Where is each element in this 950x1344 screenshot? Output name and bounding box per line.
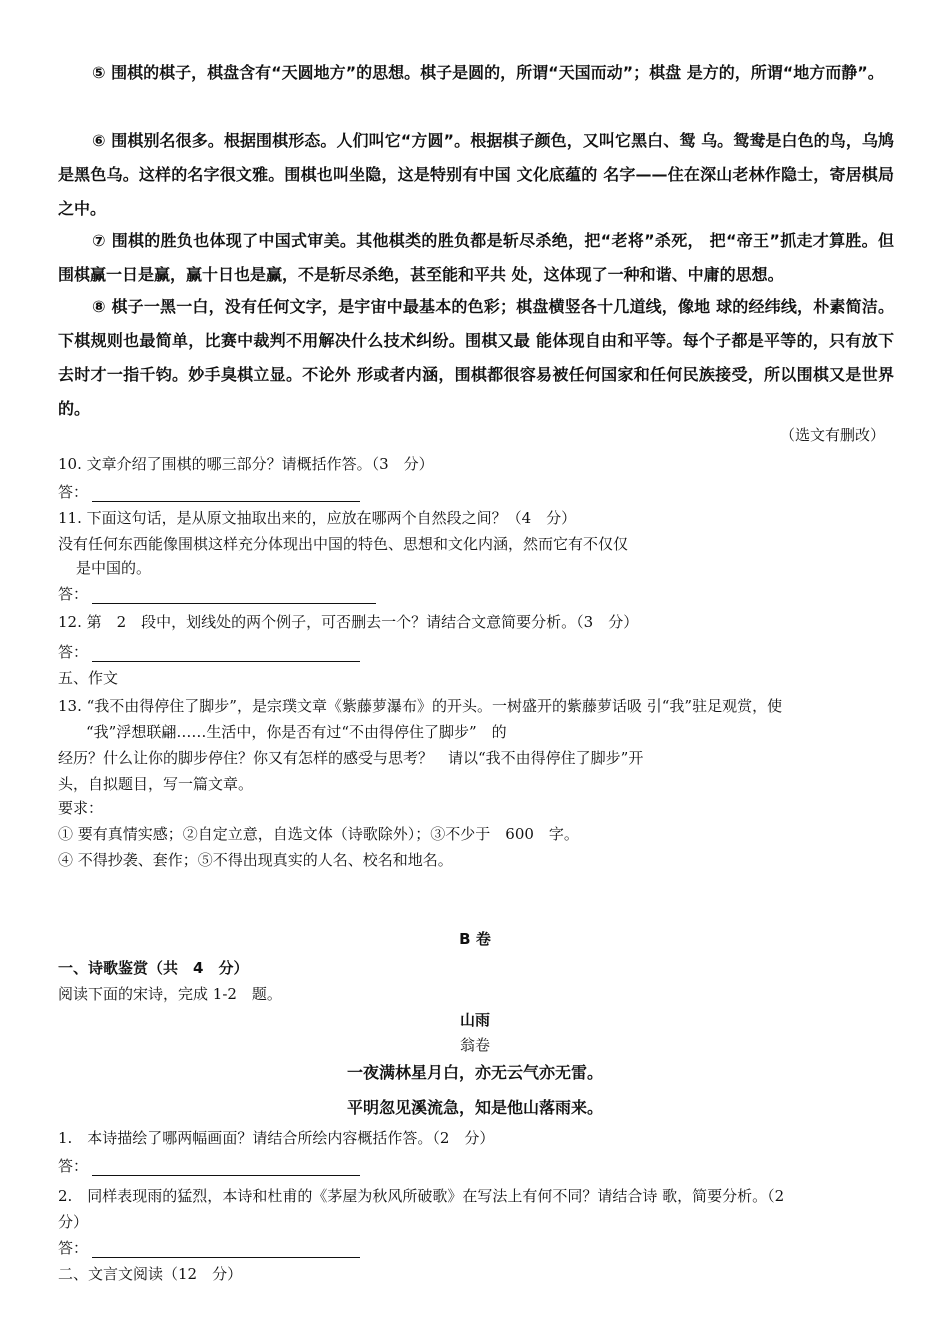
paragraph-6: ⑥ 围棋别名很多。根据围棋形态。人们叫它“方圆”。根据棋子颜色，又叫它黑白、鸳 乌。鸳鸯是白色的鸟，乌鸠是黑色乌。这样的名字很文雅。围棋也叫坐隐，这是特别有中国 文化底蕴的 名字——住在深山老林作隐士，寄居棋局之中。 (58, 131, 894, 218)
paragraph-8: ⑧ 棋子一黑一白，没有任何文字，是宇宙中最基本的色彩；棋盘横竖各十几道线，像地 球的经纬线，朴素简洁。下棋规则也最简单，比赛中裁判不用解决什么技术纠纷。围棋又最 能体现自由和平等。每个子都是平等的，只有放下去时才一指千钧。妙手臭棋立显。不论外 形或者内涵，围棋都很容易被任何国家和任何民族接受，所以围棋又是世界的。 (58, 297, 894, 418)
paragraph-5: ⑤ 围棋的棋子，棋盘含有“天圆地方”的思想。棋子是圆的，所谓“天国而动”；棋盘 是方的，所谓“地方而静”。 (92, 63, 884, 82)
section-5-heading: 五、作文 (58, 669, 119, 687)
answer-blank-b1[interactable] (92, 1161, 360, 1176)
part-b-instruction: 阅读下面的宋诗，完成 1-2 题。 (58, 985, 282, 1003)
answer-label: 答： (58, 1157, 89, 1175)
requirements-label: 要求： (58, 799, 104, 817)
answer-label: 答： (58, 643, 89, 661)
question-13-line-2: “我”浮想联翩……生活中，你是否有过“不由得停住了脚步” 的 (86, 723, 507, 741)
requirement-1: ① 要有真情实感；②自定立意，自选文体（诗歌除外）；③不少于 600 字。 (58, 825, 579, 843)
part-b-question-2-line-1: 2. 同样表现雨的猛烈，本诗和杜甫的《茅屋为秋风所破歌》在写法上有何不同？请结合诗 歌，简要分析。（2 (58, 1187, 785, 1205)
part-b-answer-2 (58, 1238, 360, 1258)
question-13-line-3: 经历？什么让你的脚步停住？你又有怎样的感受与思考？ 请以“我不由得停住了脚步”开 (58, 749, 644, 767)
part-b-section-1: 一、诗歌鉴赏（共 4 分） (58, 959, 249, 977)
part-b-question-1: 1. 本诗描绘了哪两幅画面？请结合所绘内容概括作答。（2 分） (58, 1129, 495, 1147)
poem-title: 山雨 (459, 1011, 490, 1029)
part-b-title: B 卷 (459, 930, 491, 948)
requirement-2: ④ 不得抄袭、套作；⑤不得出现真实的人名、校名和地名。 (58, 851, 453, 869)
question-11-quote-1: 没有任何东西能像围棋这样充分体现出中国的特色、思想和文化内涵，然而它有不仅仅 (58, 535, 629, 553)
poem-line-2: 平明忽见溪流急，知是他山落雨来。 (346, 1098, 603, 1117)
part-b-answer-1 (58, 1156, 360, 1176)
answer-blank-11[interactable] (92, 589, 376, 604)
answer-12 (58, 642, 360, 662)
poem-author: 翁卷 (459, 1036, 490, 1054)
answer-label: 答： (58, 1239, 89, 1257)
part-b-section-2: 二、文言文阅读（12 分） (58, 1265, 243, 1283)
answer-blank-12[interactable] (92, 647, 360, 662)
source-note: （选文有删改） (780, 426, 886, 444)
answer-blank-10[interactable] (92, 487, 360, 502)
question-10: 10. 文章介绍了围棋的哪三部分？请概括作答。（3 分） (58, 455, 434, 473)
question-11-quote-2: 是中国的。 (76, 559, 152, 577)
answer-label: 答： (58, 585, 89, 603)
answer-blank-b2[interactable] (92, 1243, 360, 1258)
answer-label: 答： (58, 483, 89, 501)
poem-line-1: 一夜满林星月白，亦无云气亦无雷。 (346, 1063, 603, 1082)
paragraph-7: ⑦ 围棋的胜负也体现了中国式审美。其他棋类的胜负都是斩尽杀绝，把“老将”杀死， 把“帝王”抓走才算胜。但围棋赢一日是赢，赢十日也是赢，不是斩尽杀绝，甚至能和平共 处，这体现了一种和谐、中庸的思想。 (58, 231, 894, 284)
part-b-question-2-line-2: 分） (58, 1213, 89, 1231)
question-12: 12. 第 2 段中，划线处的两个例子，可否删去一个？请结合文意简要分析。（3 分） (58, 613, 639, 631)
question-13-line-4: 头，自拟题目，写一篇文章。 (58, 775, 254, 793)
answer-10 (58, 482, 360, 502)
question-11: 11. 下面这句话，是从原文抽取出来的，应放在哪两个自然段之间？（4 分） (58, 509, 577, 527)
answer-11 (58, 584, 376, 604)
question-13-line-1: 13. “我不由得停住了脚步”，是宗璞文章《紫藤萝瀑布》的开头。一树盛开的紫藤萝话吸 引“我”驻足观赏，使 (58, 697, 783, 715)
